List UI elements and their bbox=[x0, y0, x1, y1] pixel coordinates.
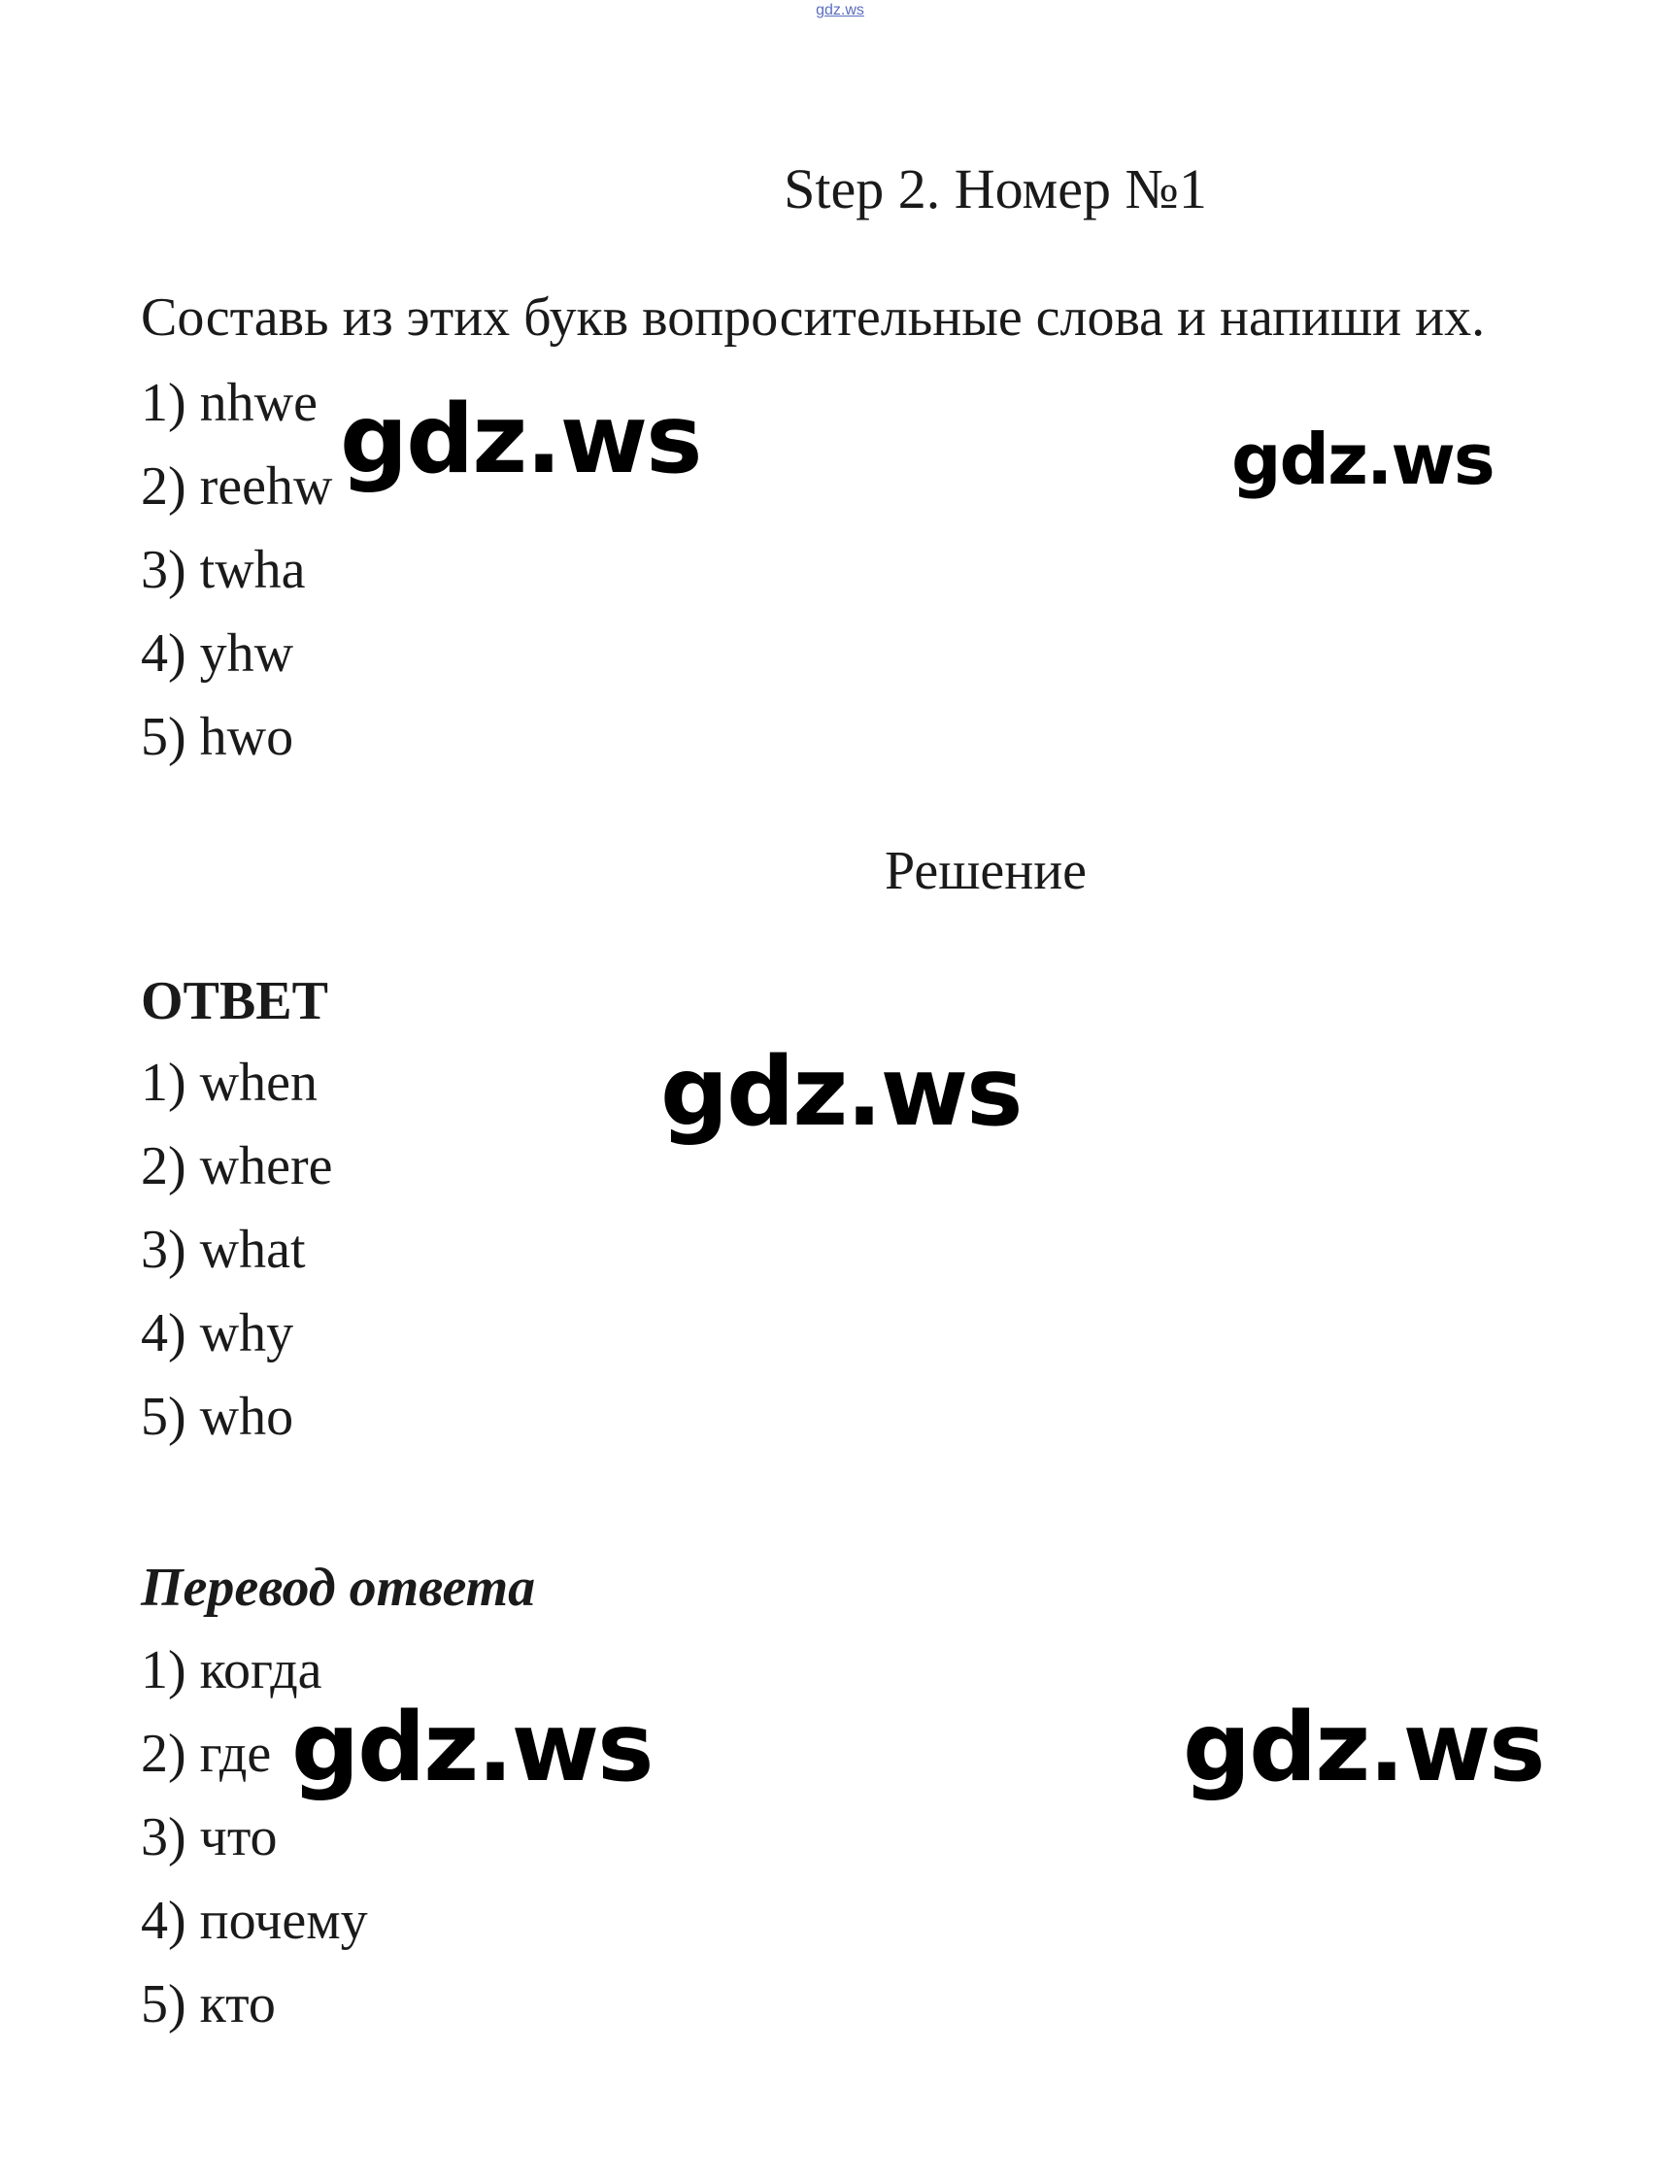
watermark: gdz.ws bbox=[340, 385, 701, 495]
translation-item: 5) кто bbox=[141, 1974, 276, 2034]
answer-item: 1) when bbox=[141, 1053, 318, 1113]
task-item: 3) twha bbox=[141, 540, 306, 600]
task-list bbox=[141, 361, 332, 779]
page-title: Step 2. Номер №1 bbox=[784, 157, 1207, 220]
task-item: 1) nhwe bbox=[141, 373, 318, 433]
answer-item: 4) why bbox=[141, 1303, 294, 1363]
watermark: gdz.ws bbox=[1231, 419, 1494, 500]
answer-item: 5) who bbox=[141, 1387, 294, 1447]
translation-item: 1) когда bbox=[141, 1640, 322, 1700]
site-link[interactable]: gdz.ws bbox=[816, 2, 864, 18]
task-instruction: Составь из этих букв вопросительные слова и напиши их. bbox=[141, 287, 1486, 348]
watermark: gdz.ws bbox=[1183, 1693, 1544, 1803]
watermark: gdz.ws bbox=[660, 1037, 1022, 1148]
translation-list bbox=[141, 1629, 368, 2046]
translation-heading: Перевод ответа bbox=[141, 1558, 536, 1618]
task-item: 2) reehw bbox=[141, 456, 333, 517]
translation-item: 4) почему bbox=[141, 1891, 368, 1951]
answer-heading: ОТВЕТ bbox=[141, 971, 328, 1031]
translation-item: 3) что bbox=[141, 1807, 278, 1867]
watermark: gdz.ws bbox=[291, 1693, 653, 1803]
answer-item: 3) what bbox=[141, 1220, 306, 1280]
task-item: 4) yhw bbox=[141, 623, 294, 684]
solution-heading: Решение bbox=[884, 841, 1088, 901]
task-item: 5) hwo bbox=[141, 707, 294, 767]
translation-item: 2) где bbox=[141, 1724, 272, 1784]
answer-list bbox=[141, 1041, 332, 1459]
answer-item: 2) where bbox=[141, 1136, 333, 1196]
